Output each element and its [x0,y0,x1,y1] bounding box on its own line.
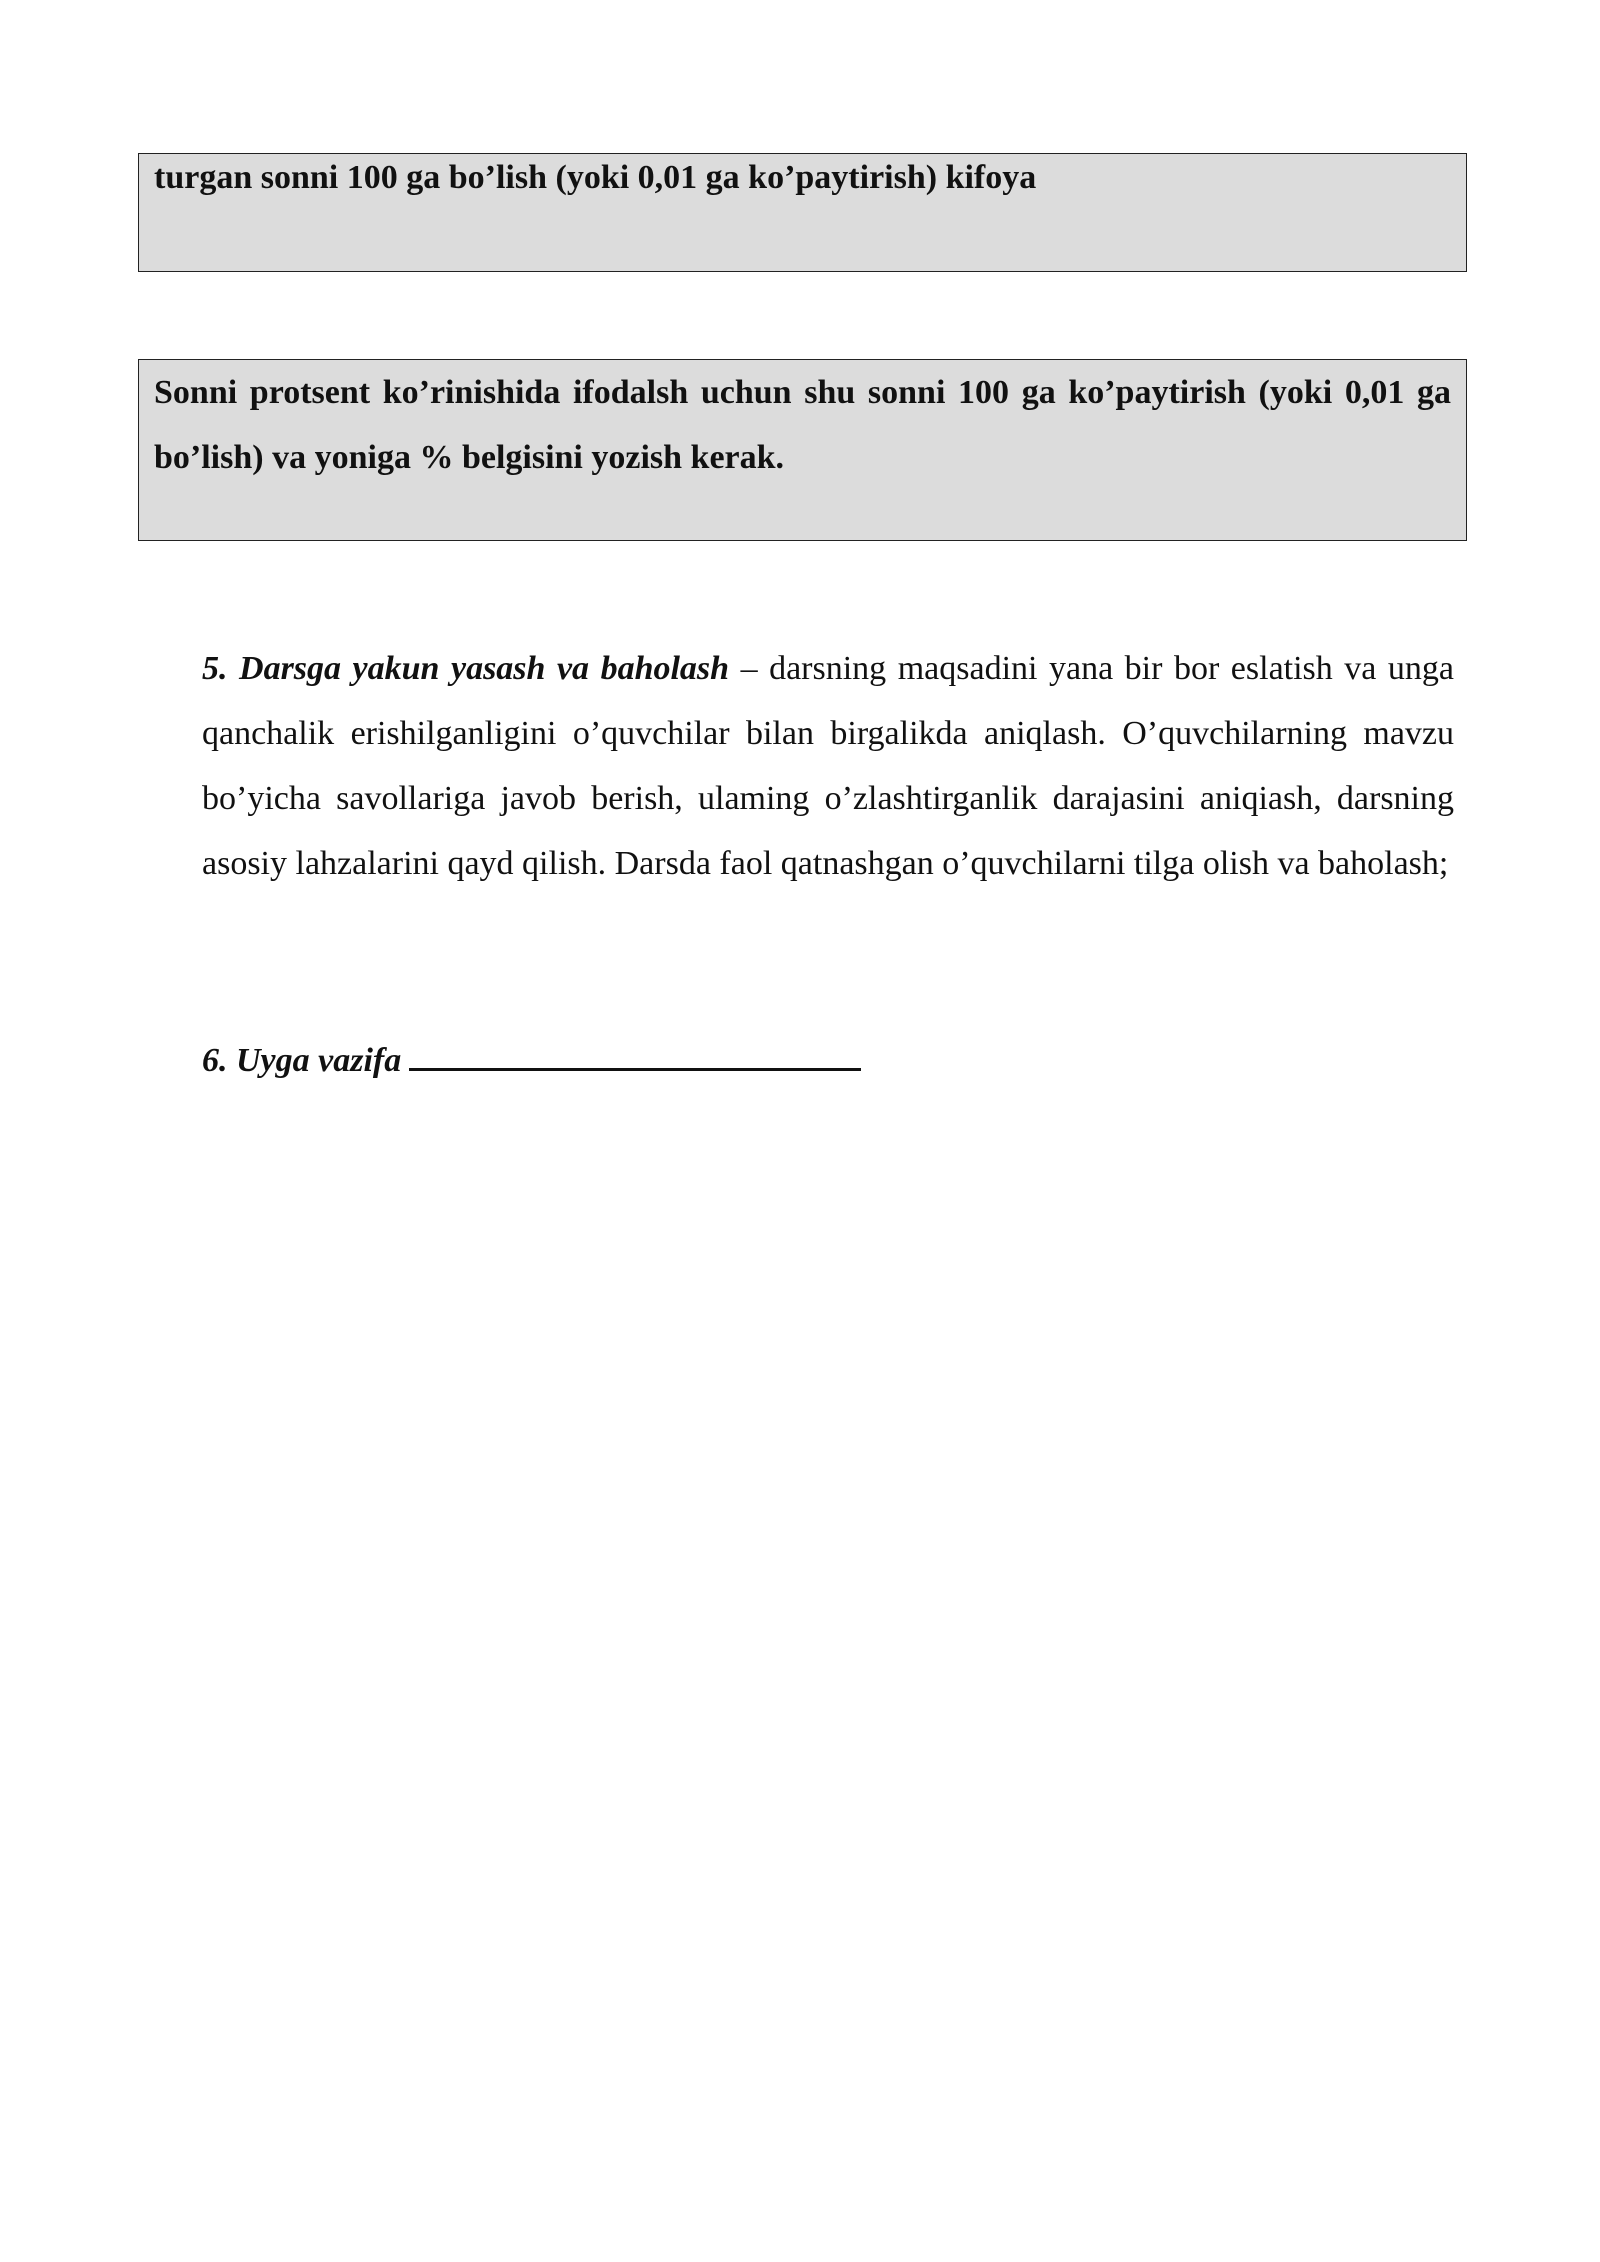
section-homework [202,1028,1454,1093]
note-box-division [138,153,1467,272]
note-box-percent-rule [138,359,1467,541]
section-lesson-summary [202,636,1454,896]
note-text-division: turgan sonni 100 ga bo’lish (yoki 0,01 ga ko’paytirish) kifoya [154,159,1037,196]
section-lesson-summary-paragraph [202,636,1454,896]
section-lesson-summary-body: – darsning maqsadini yana bir bor eslatish va unga qanchalik erishilganligini o’quvchilar bilan birgalikda aniqlash. O’quvchilarning mavzu bo’yicha savollariga javob berish, ulaming o’zlashtirganlik darajasini aniqiash, darsning asosiy lahzalarini qayd qilish. Darsda faol qatnashgan o’quvchilarni tilga olish va baholash; [202,650,1454,882]
section-lesson-summary-heading: 5. Darsga yakun yasash va baholash [202,650,730,687]
section-homework-paragraph [202,1028,1454,1093]
homework-blank-line [409,1030,861,1071]
section-homework-heading: 6. Uyga vazifa [202,1042,402,1079]
note-text-percent-rule: Sonni protsent ko’rinishida ifodalsh uchun shu sonni 100 ga ko’paytirish (yoki 0,01 ga bo’lish) va yoniga % belgisini yozish kerak. [154,374,1451,476]
